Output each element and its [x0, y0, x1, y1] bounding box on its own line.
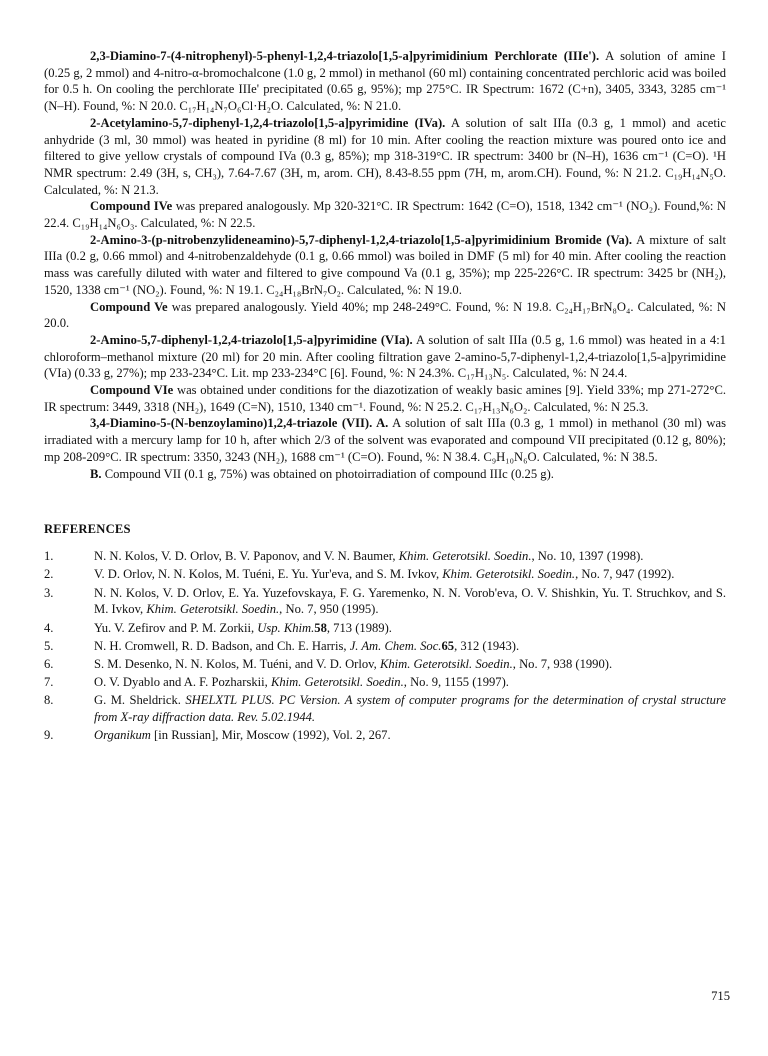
reference-item	[44, 727, 726, 744]
procedure-text: was obtained under conditions for the diazotization of weakly basic amines [9]. Yield 33%; mp 271-272°C. IR spectrum: 3449, 3318 (NH₂), 1649 (C=N), 1510, 1340 cm⁻¹. Found, %: N 25.2. C₁₇H₁₃N₆O₂. Calculated, %: N 25.3.	[44, 383, 727, 414]
reference-number: 2.	[44, 567, 54, 582]
reference-journal: Khim. Geterotsikl. Soedin.	[398, 549, 532, 564]
reference-journal: Khim. Geterotsikl. Soedin.	[270, 675, 404, 690]
procedure-paragraph	[44, 299, 726, 332]
page-number: 715	[711, 989, 730, 1003]
reference-item	[44, 566, 726, 583]
reference-details: , 713 (1989).	[326, 620, 392, 635]
reference-item	[44, 674, 726, 691]
procedure-paragraph	[44, 466, 726, 483]
procedure-paragraph	[44, 48, 726, 115]
reference-journal: Khim. Geterotsikl. Soedin.	[379, 657, 513, 671]
reference-item	[44, 638, 726, 655]
reference-number: 8.	[44, 693, 54, 708]
reference-details: , No. 10, 1397 (1998).	[531, 549, 644, 564]
reference-authors: N. N. Kolos, V. D. Orlov, B. V. Paponov, and V. N. Baumer,	[94, 549, 399, 564]
reference-details: , 312 (1943).	[454, 638, 520, 653]
procedure-text: was prepared analogously. Mp 320-321°C. IR Spectrum: 1642 (C=O), 1518, 1342 cm⁻¹ (NO₂). Found,%: N 22.4. C₁₉H₁₄N₆O₃. Calculated, %: N 22.5.	[44, 199, 726, 231]
reference-number: 7.	[44, 675, 54, 690]
compound-heading: Compound Ve	[90, 299, 168, 314]
compound-heading: Compound IVe	[90, 199, 173, 214]
reference-item	[44, 585, 726, 618]
compound-heading: 2-Amino-3-(p-nitrobenzylideneamino)-5,7-diphenyl-1,2,4-triazolo[1,5-a]pyrimidinium Bromide (Va).	[90, 232, 633, 247]
reference-item	[44, 692, 726, 725]
reference-number: 6.	[44, 657, 54, 671]
reference-authors: Yu. V. Zefirov and P. M. Zorkii,	[94, 620, 258, 635]
reference-item	[44, 656, 726, 673]
reference-number: 1.	[44, 549, 54, 564]
reference-authors: N. N. Kolos, V. D. Orlov, E. Ya. Yuzefovskaya, F. G. Yaremenko, N. N. Vorob'eva, O. V. Shishkin, Yu. T. Struchkov, and S. M. Ivkov,	[94, 585, 726, 617]
reference-details: , No. 9, 1155 (1997).	[403, 675, 509, 690]
reference-details: , No. 7, 938 (1990).	[512, 657, 613, 671]
reference-details: , No. 7, 950 (1995).	[279, 602, 379, 617]
procedure-text: A mixture of salt IIIa (0.2 g, 0.66 mmol) and 4-nitrobenzaldehyde (0.1 g, 0.66 mmol) was boiled in DMF (5 ml) for 40 min. After cooling the reaction mass was carefully diluted with water and filtered to give compound Va (0.1 g, 35%); mp 225-226°C. IR spectrum: 3425 br (NH₂), 1520, 1338 cm⁻¹ (NO₂). Found, %: N 19.1. C₂₄H₁₈BrN₇O₂. Calculated, %: N 19.0.	[44, 232, 726, 297]
reference-volume: 65	[441, 638, 455, 653]
reference-number: 4.	[44, 620, 54, 635]
procedure-text: A solution of salt IIIa (0.5 g, 1.6 mmol) was heated in a 4:1 chloroform–methanol mixture (20 ml) for 20 min. After cooling filtration gave 2-amino-5,7-diphenyl-1,2,4-triazolo[1,5-a]pyrimidine (VIa) (0.33 g, 27%); mp 233-234°C. Lit. mp 233-234°C [6]. Found, %: N 24.3%. C₁₇H₁₃N₅. Calculated, %: N 24.4.	[44, 332, 726, 381]
reference-journal: Khim. Geterotsikl. Soedin.	[146, 602, 280, 617]
procedure-paragraph	[44, 198, 726, 231]
reference-journal: Organikum	[94, 728, 151, 743]
procedure-paragraph	[44, 332, 726, 382]
reference-number: 5.	[44, 638, 54, 653]
procedure-text: was prepared analogously. Yield 40%; mp 248-249°C. Found, %: N 19.8. C₂₄H₁₇BrN₈O₄. Calculated, %: N 20.0.	[44, 299, 726, 331]
reference-number: 3.	[44, 585, 54, 600]
compound-heading: 2-Amino-5,7-diphenyl-1,2,4-triazolo[1,5-a]pyrimidine (VIa).	[90, 332, 413, 347]
procedure-text: A solution of salt IIIa (0.3 g, 1 mmol) and acetic anhydride (3 ml, 30 mmol) was heated in pyridine (8 ml) for 10 min. After cooling the reaction mixture was poured onto ice and filtered to give yellow crystals of compound IVa (0.3 g, 85%); mp 318-319°C. IR spectrum: 3400 br (N–H), 1636 cm⁻¹ (C=O). ¹H NMR spectrum: 2.49 (3H, s, CH₃), 7.64-7.67 (3H, m, arom. CH), 8.43-8.55 ppm (7H, m, arom.CH). Found, %: N 21.2. C₁₉H₁₄N₅O. Calculated, %: N 21.3.	[44, 115, 726, 197]
procedure-paragraph	[44, 382, 726, 415]
reference-authors: S. M. Desenko, N. N. Kolos, M. Tuéni, and V. D. Orlov,	[94, 657, 380, 671]
reference-authors: G. M. Sheldrick.	[94, 693, 186, 708]
reference-journal: Khim. Geterotsikl. Soedin.	[442, 567, 576, 582]
experimental-section	[44, 48, 726, 482]
reference-authors: V. D. Orlov, N. N. Kolos, M. Tuéni, E. Yu. Yur'eva, and S. M. Ivkov,	[94, 567, 443, 582]
reference-number: 9.	[44, 728, 54, 743]
reference-journal: Usp. Khim.	[257, 620, 315, 635]
procedure-paragraph	[44, 415, 726, 465]
compound-heading: 2-Acetylamino-5,7-diphenyl-1,2,4-triazolo[1,5-a]pyrimidine (IVa).	[90, 115, 446, 130]
reference-authors: N. H. Cromwell, R. D. Badson, and Ch. E. Harris,	[94, 638, 350, 653]
procedure-paragraph	[44, 115, 726, 199]
procedure-text: Compound VII (0.1 g, 75%) was obtained on photoirradiation of compound IIIc (0.25 g).	[101, 466, 554, 481]
reference-details: , No. 7, 947 (1992).	[575, 567, 675, 582]
reference-journal: SHELXTL PLUS. PC Version. A system of computer programs for the determination of crystal structure from X-ray diffraction data. Rev. 5.02.1944.	[94, 693, 726, 725]
procedure-text: A solution of amine I (0.25 g, 2 mmol) and 4-nitro-α-bromochalcone (1.0 g, 2 mmol) in methanol (60 ml) containing concentrated perchloric acid was boiled for 0.5 h. On cooling the perchlorate IIIe' precipitated (0.65 g, 95%); mp 275°C. IR Spectrum: 1672 (C+n), 3405, 3343, 3285 cm⁻¹ (N–H). Found, %: N 20.0. C₁₇H₁₄N₇O₆Cl·H₂O. Calculated, %: N 21.0.	[44, 49, 726, 114]
references-list	[44, 548, 726, 744]
procedure-text: A solution of salt IIIa (0.3 g, 1 mmol) in methanol (30 ml) was irradiated with a mercury lamp for 10 h, after which 2/3 of the solvent was evaporated and compound VII precipitated (0.12 g, 80%); mp 208-209°C. IR spectrum: 3350, 3243 (NH₂), 1688 cm⁻¹ (C=O). Found, %: N 38.4. C₉H₁₀N₆O. Calculated, %: N 38.5.	[44, 416, 726, 464]
compound-heading: 3,4-Diamino-5-(N-benzoylamino)1,2,4-triazole (VII). A.	[90, 416, 389, 431]
document-body	[44, 48, 726, 746]
compound-heading: 2,3-Diamino-7-(4-nitrophenyl)-5-phenyl-1,2,4-triazolo[1,5-a]pyrimidinium Perchlorate (IIIe').	[90, 49, 600, 63]
reference-volume: 58	[314, 620, 327, 635]
reference-details: [in Russian], Mir, Moscow (1992), Vol. 2, 267.	[150, 728, 391, 743]
procedure-paragraph	[44, 232, 726, 299]
compound-heading: B.	[90, 466, 102, 481]
reference-journal: J. Am. Chem. Soc.	[349, 638, 442, 653]
reference-item	[44, 620, 726, 637]
references-heading: REFERENCES	[44, 522, 131, 537]
reference-item	[44, 548, 726, 565]
reference-authors: O. V. Dyablo and A. F. Pozharskii,	[94, 675, 271, 690]
compound-heading: Compound VIe	[90, 383, 174, 398]
